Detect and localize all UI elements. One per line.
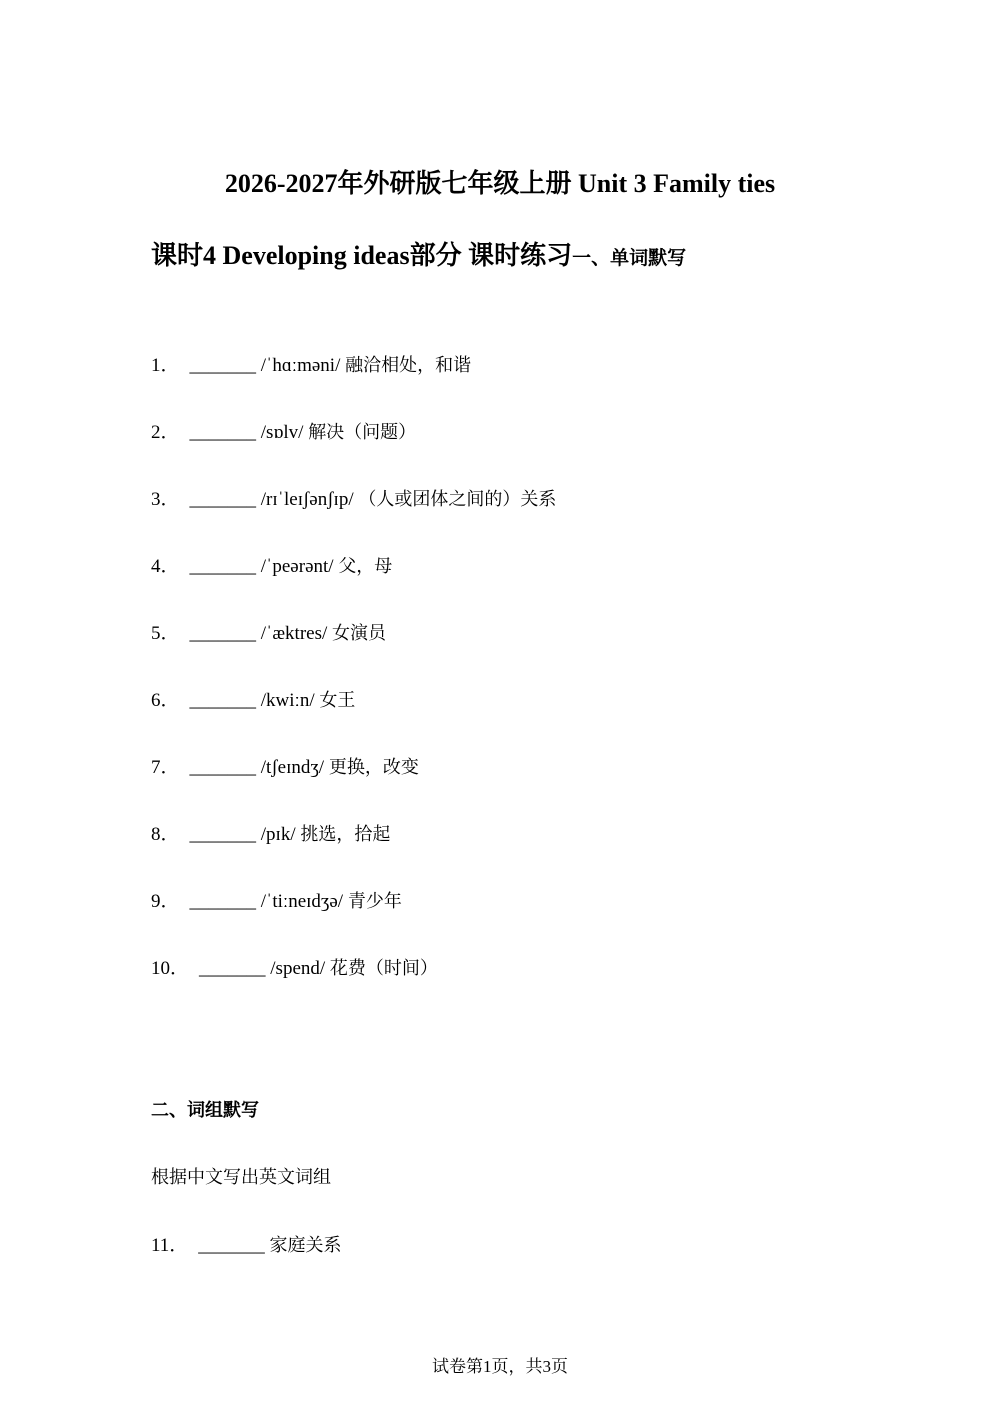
question-number: 2． — [151, 422, 180, 443]
answer-blank: _______ — [189, 556, 257, 577]
phonetic: /ˈhɑːməni/ — [260, 355, 341, 376]
meaning: 解决（问题） — [308, 422, 417, 443]
section2-heading: 二、词组默写 — [151, 1100, 259, 1121]
meaning: 融洽相处，和谐 — [345, 355, 472, 376]
question-number: 9． — [151, 891, 180, 912]
meaning: 女王 — [319, 690, 356, 711]
phonetic: /ˈæktres/ — [260, 623, 328, 644]
answer-blank: _______ — [189, 690, 257, 711]
meaning: （人或团体之间的）关系 — [358, 489, 557, 510]
phonetic: /ˈpeərənt/ — [260, 556, 334, 577]
question-number: 10． — [151, 958, 190, 979]
question-number: 1． — [151, 355, 180, 376]
question-number: 3． — [151, 489, 180, 510]
question-item-10 — [151, 954, 438, 984]
phonetic: /spend/ — [270, 958, 326, 979]
question-item-8 — [151, 820, 390, 850]
answer-blank: _______ — [189, 757, 257, 778]
meaning: 家庭关系 — [269, 1235, 342, 1256]
answer-blank: _______ — [189, 355, 257, 376]
page-title-line1: 2026-2027年外研版七年级上册 Unit 3 Family ties — [224, 169, 776, 198]
answer-blank: _______ — [198, 1235, 265, 1256]
page-title-line2 — [151, 238, 686, 276]
answer-blank: _______ — [189, 489, 257, 510]
meaning: 父，母 — [338, 556, 393, 577]
phonetic: /tʃeɪndʒ/ — [260, 757, 325, 778]
question-item-2 — [151, 418, 416, 448]
page-footer: 试卷第1页，共3页 — [432, 1357, 568, 1376]
question-number: 7． — [151, 757, 180, 778]
answer-blank: _______ — [189, 891, 257, 912]
meaning: 青少年 — [347, 891, 402, 912]
answer-blank: _______ — [189, 824, 257, 845]
question-number: 4． — [151, 556, 180, 577]
question-item-6 — [151, 686, 355, 716]
question-item-3 — [151, 485, 556, 515]
phonetic: /ˈtiːneɪdʒə/ — [260, 891, 344, 912]
question-number: 11． — [151, 1235, 189, 1256]
section2-instruction: 根据中文写出英文词组 — [151, 1167, 331, 1188]
answer-blank: _______ — [189, 623, 257, 644]
question-item-9 — [151, 887, 402, 917]
question-item-7 — [151, 753, 419, 783]
meaning: 花费（时间） — [329, 958, 438, 979]
section1-heading: 一、单词默写 — [572, 247, 687, 269]
answer-blank: _______ — [199, 958, 266, 979]
question-item-11 — [151, 1231, 342, 1261]
question-item-4 — [151, 552, 392, 582]
phonetic: /sɒlv/ — [260, 422, 304, 443]
phonetic: /pɪk/ — [260, 824, 296, 845]
question-number: 5． — [151, 623, 180, 644]
phonetic: /kwiːn/ — [260, 690, 315, 711]
question-item-1 — [151, 351, 471, 381]
meaning: 挑选，拾起 — [300, 824, 391, 845]
question-number: 6． — [151, 690, 180, 711]
page-title-line2-text: 课时4 Developing ideas部分 课时练习 — [151, 241, 573, 270]
question-number: 8． — [151, 824, 180, 845]
meaning: 女演员 — [332, 623, 387, 644]
answer-blank: _______ — [189, 422, 257, 443]
meaning: 更换，改变 — [328, 757, 419, 778]
question-item-5 — [151, 619, 386, 649]
phonetic: /rɪˈleɪʃənʃɪp/ — [260, 489, 354, 510]
